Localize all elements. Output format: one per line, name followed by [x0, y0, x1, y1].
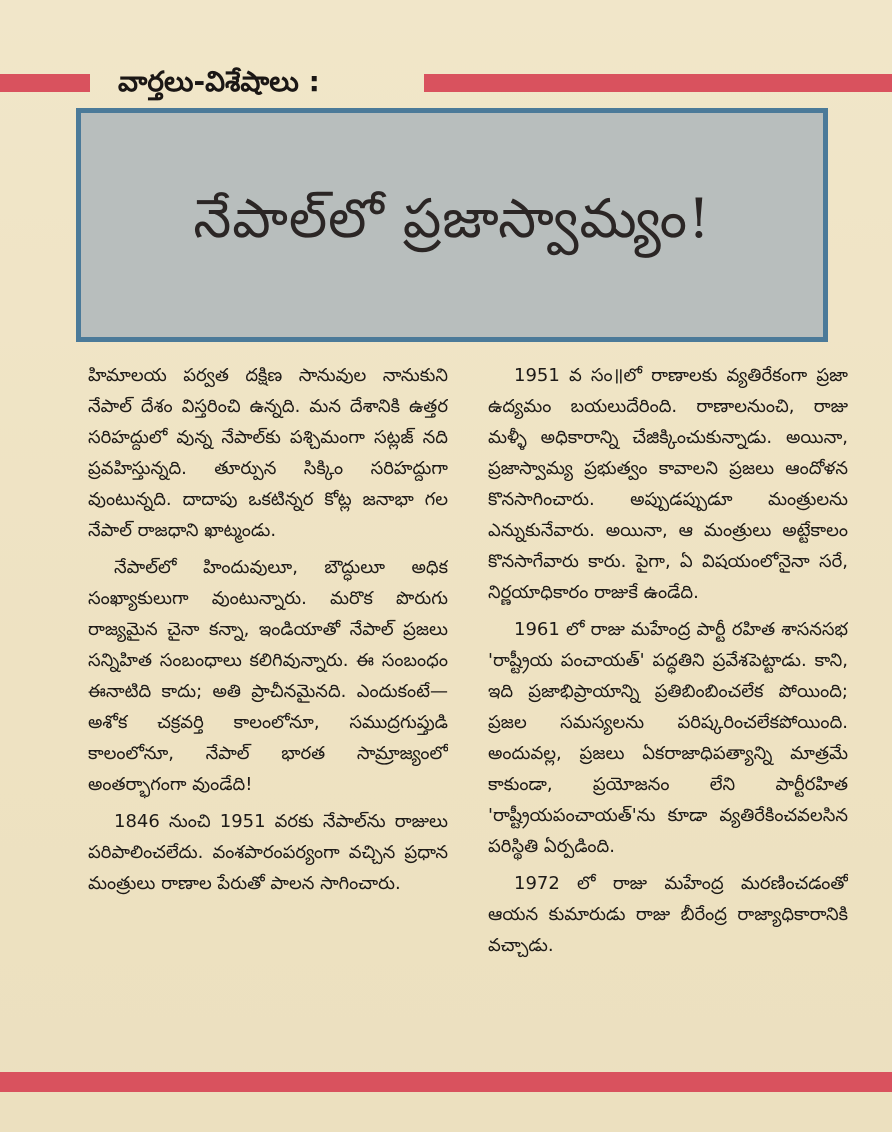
bottom-stripe	[0, 1072, 892, 1092]
paragraph: 1951 వ సం॥లో రాణాలకు వ్యతిరేకంగా ప్రజా ఉద్యమం బయలుదేరింది. రాణాలనుంచి, రాజు మళ్ళీ అధికారాన్ని చేజిక్కించుకున్నాడు. అయినా, ప్రజాస్వామ్య ప్రభుత్వం కావాలని ప్రజలు ఆందోళన కొనసాగించారు. అప్పుడప్పుడూ మంత్రులను ఎన్నుకునేవారు. అయినా, ఆ మంత్రులు అట్టేకాలం కొనసాగేవారు కారు. పైగా, ఏ విషయంలోనైనా సరే, నిర్ణయాధికారం రాజుకే ఉండేది.	[488, 365, 848, 603]
top-right-stripe	[424, 74, 892, 92]
section-label: వార్తలు-విశేషాలు :	[118, 65, 320, 98]
paragraph: 1846 నుంచి 1951 వరకు నేపాల్‌ను రాజులు పరిపాలించలేదు. వంశపారంపర్యంగా వచ్చిన ప్రధాన మంత్రులు రాణాల పేరుతో పాలన సాగించారు.	[88, 811, 448, 894]
headline-box	[76, 108, 828, 342]
headline: నేపాల్‌లో ప్రజాస్వామ్యం!	[193, 186, 711, 250]
paragraph: 1972 లో రాజు మహేంద్ర మరణించడంతో ఆయన కుమారుడు రాజు బీరేంద్ర రాజ్యాధికారానికి వచ్చాడు.	[488, 873, 848, 956]
paragraph: హిమాలయ పర్వత దక్షిణ సానువుల నానుకుని నేపాల్ దేశం విస్తరించి ఉన్నది. మన దేశానికి ఉత్తర సరిహద్దులో వున్న నేపాల్‌కు పశ్చిమంగా సట్లజ్ నది ప్రవహిస్తున్నది. తూర్పున సిక్కిం సరిహద్దుగా వుంటున్నది. దాదాపు ఒకటిన్నర కోట్ల జనాభా గల నేపాల్ రాజధాని ఖాట్మండు.	[88, 365, 448, 541]
left-column	[88, 360, 448, 1060]
paragraph: 1961 లో రాజు మహేంద్ర పార్టీ రహిత శాసనసభ 'రాష్ట్రీయ పంచాయత్' పద్ధతిని ప్రవేశపెట్టాడు. కాని, ఇది ప్రజాభిప్రాయాన్ని ప్రతిబింబించలేక పోయింది; ప్రజల సమస్యలను పరిష్కరించలేకపోయింది. అందువల్ల, ప్రజలు ఏకరాజాధిపత్యాన్ని మాత్రమే కాకుండా, ప్రయోజనం లేని పార్టీరహిత 'రాష్ట్రీయపంచాయత్'ను కూడా వ్యతిరేకించవలసిన పరిస్థితి ఏర్పడింది.	[488, 619, 848, 857]
right-column	[488, 360, 848, 1060]
article-body	[88, 360, 848, 1060]
paragraph: నేపాల్‌లో హిందువులూ, బౌద్ధులూ అధిక సంఖ్యాకులుగా వుంటున్నారు. మరొక పొరుగు రాజ్యమైన చైనా కన్నా, ఇండియాతో నేపాల్ ప్రజలు సన్నిహిత సంబంధాలు కలిగివున్నారు. ఈ సంబంధం ఈనాటిది కాదు; అతి ప్రాచీనమైనది. ఎందుకంటే—అశోక చక్రవర్తి కాలంలోనూ, సముద్రగుప్తుడి కాలంలోనూ, నేపాల్ భారత సామ్రాజ్యంలో అంతర్భాగంగా వుండేది!	[88, 557, 448, 795]
top-left-stripe	[0, 74, 90, 92]
